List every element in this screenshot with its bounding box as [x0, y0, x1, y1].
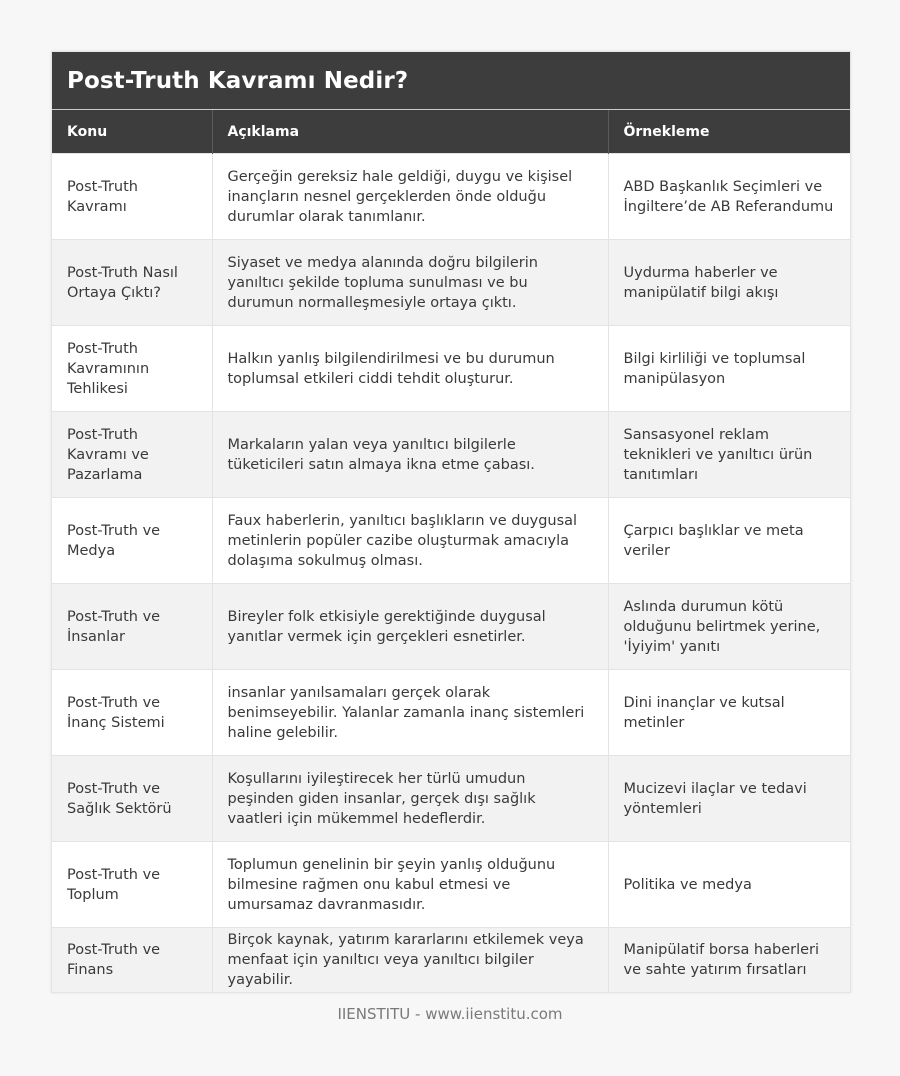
cell-aciklama: Siyaset ve medya alanında doğru bilgilerin yanıltıcı şekilde topluma sunulması ve bu durumun normalleşmesiyle ortaya çıktı.: [212, 240, 608, 326]
content-card: [51, 51, 851, 993]
cell-konu: Post-Truth ve Medya: [52, 498, 212, 584]
cell-aciklama: Halkın yanlış bilgilendirilmesi ve bu durumun toplumsal etkileri ciddi tehdit oluşturur.: [212, 326, 608, 412]
footer-credit: IIENSTITU - www.iienstitu.com: [337, 1005, 563, 1023]
cell-ornek: Bilgi kirliliği ve toplumsal manipülasyon: [608, 326, 850, 412]
table-row: [52, 842, 850, 928]
cell-ornek: Mucizevi ilaçlar ve tedavi yöntemleri: [608, 756, 850, 842]
cell-konu: Post-Truth ve İnanç Sistemi: [52, 670, 212, 756]
table-row: [52, 326, 850, 412]
cell-ornek: Uydurma haberler ve manipülatif bilgi akışı: [608, 240, 850, 326]
cell-aciklama: Toplumun genelinin bir şeyin yanlış olduğunu bilmesine rağmen onu kabul etmesi ve umursamaz davranmasıdır.: [212, 842, 608, 928]
table-row: [52, 928, 850, 993]
cell-aciklama: Markaların yalan veya yanıltıcı bilgilerle tüketicileri satın almaya ikna etme çabası.: [212, 412, 608, 498]
table-row: [52, 412, 850, 498]
cell-konu: Post-Truth ve İnsanlar: [52, 584, 212, 670]
page-title: Post-Truth Kavramı Nedir?: [67, 67, 409, 94]
cell-konu: Post-Truth ve Sağlık Sektörü: [52, 756, 212, 842]
cell-ornek: Manipülatif borsa haberleri ve sahte yatırım fırsatları: [608, 928, 850, 993]
title-bar: [52, 52, 850, 110]
cell-konu: Post-Truth Nasıl Ortaya Çıktı?: [52, 240, 212, 326]
column-header-aciklama: Açıklama: [212, 110, 608, 154]
cell-ornek: Aslında durumun kötü olduğunu belirtmek yerine, 'İyiyim' yanıtı: [608, 584, 850, 670]
data-table: [52, 110, 850, 992]
cell-ornek: ABD Başkanlık Seçimleri ve İngiltere’de AB Referandumu: [608, 154, 850, 240]
cell-aciklama: Gerçeğin gereksiz hale geldiği, duygu ve kişisel inançların nesnel gerçeklerden önde olduğu durumlar olarak tanımlanır.: [212, 154, 608, 240]
cell-ornek: Politika ve medya: [608, 842, 850, 928]
table-row: [52, 756, 850, 842]
table-row: [52, 584, 850, 670]
cell-aciklama: Bireyler folk etkisiyle gerektiğinde duygusal yanıtlar vermek için gerçekleri esnetirler.: [212, 584, 608, 670]
cell-ornek: Sansasyonel reklam teknikleri ve yanıltıcı ürün tanıtımları: [608, 412, 850, 498]
column-header-ornekleme: Örnekleme: [608, 110, 850, 154]
cell-konu: Post-Truth ve Finans: [52, 928, 212, 993]
table-row: [52, 498, 850, 584]
cell-konu: Post-Truth Kavramı ve Pazarlama: [52, 412, 212, 498]
column-header-konu: Konu: [52, 110, 212, 154]
table-row: [52, 154, 850, 240]
cell-aciklama: insanlar yanılsamaları gerçek olarak benimseyebilir. Yalanlar zamanla inanç sistemleri haline gelebilir.: [212, 670, 608, 756]
cell-konu: Post-Truth Kavramının Tehlikesi: [52, 326, 212, 412]
cell-aciklama: Koşullarını iyileştirecek her türlü umudun peşinden giden insanlar, gerçek dışı sağlık vaatleri için mükemmel hedeflerdir.: [212, 756, 608, 842]
cell-konu: Post-Truth ve Toplum: [52, 842, 212, 928]
cell-aciklama: Faux haberlerin, yanıltıcı başlıkların ve duygusal metinlerin popüler cazibe oluşturmak amacıyla dolaşıma sokulmuş olması.: [212, 498, 608, 584]
table-header-row: [52, 110, 850, 154]
table-row: [52, 240, 850, 326]
table-row: [52, 670, 850, 756]
cell-aciklama: Birçok kaynak, yatırım kararlarını etkilemek veya menfaat için yanıltıcı veya yanıltıcı bilgiler yayabilir.: [212, 928, 608, 993]
cell-konu: Post-Truth Kavramı: [52, 154, 212, 240]
cell-ornek: Çarpıcı başlıklar ve meta veriler: [608, 498, 850, 584]
cell-ornek: Dini inançlar ve kutsal metinler: [608, 670, 850, 756]
